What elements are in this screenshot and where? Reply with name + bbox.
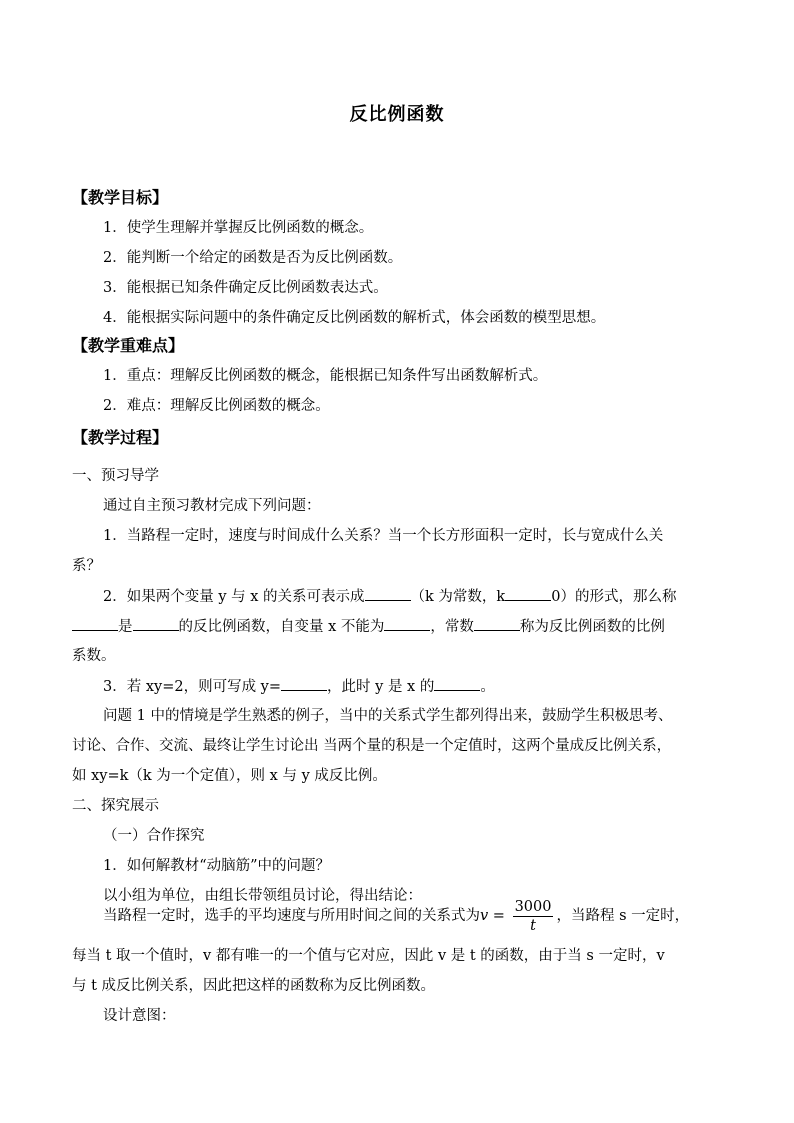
heading-teaching-goals: 【教学目标】 [72, 188, 169, 207]
q2-text-d: 是 [118, 619, 133, 635]
explore-item-1: 1．如何解教材“动脑筋”中的问题？ [103, 858, 331, 874]
part-explore: 二、探究展示 [72, 798, 159, 814]
heading-key-points: 【教学重难点】 [72, 336, 185, 355]
formula-fraction [513, 898, 554, 935]
key-point-1: 1．重点：理解反比例函数的概念，能根据已知条件写出函数解析式。 [103, 368, 548, 384]
paragraph-line-3: 如 xy=k（k 为一个定值），则 x 与 y 成反比例。 [72, 768, 387, 784]
q3-text-a: 3．若 xy=2，则可写成 y= [103, 679, 282, 695]
paragraph-line-2: 讨论、合作、交流、最终让学生讨论出 当两个量的积是一个定值时，这两个量成反比例关系， [72, 738, 672, 754]
formula-tail-text: ，当路程 s 一定时， [556, 908, 690, 924]
fill-blank [281, 676, 327, 691]
explanation-line-1: 每当 t 取一个值时，v 都有唯一的一个值与它对应，因此 v 是 t 的函数，由于当 s 一定时，v [72, 948, 665, 964]
part-preview: 一、预习导学 [72, 468, 159, 484]
q2-text-f: ，常数 [430, 619, 474, 635]
q2-text-a: 2．如果两个变量 y 与 x 的关系可表示成 [103, 589, 365, 605]
goal-item-1: 1．使学生理解并掌握反比例函数的概念。 [103, 220, 374, 236]
fill-blank [365, 586, 411, 601]
fraction-denominator: t [530, 917, 536, 934]
q2-text-e: 的反比例函数，自变量 x 不能为 [178, 619, 385, 635]
paragraph-line-1: 问题 1 中的情境是学生熟悉的例子，当中的关系式学生都列得出来，鼓励学生积极思考、 [103, 708, 673, 724]
preview-intro: 通过自主预习教材完成下列问题： [103, 498, 321, 514]
fraction-numerator: 3000 [514, 898, 552, 915]
question-2-line-3: 系数。 [72, 648, 116, 664]
fill-blank [505, 586, 551, 601]
q3-text-c: 。 [480, 679, 495, 695]
fill-blank [474, 616, 520, 631]
subsection-cooperative: （一）合作探究 [103, 828, 205, 844]
q2-text-c: 0）的形式，那么称 [551, 589, 677, 605]
formula-lead-text: 当路程一定时，选手的平均速度与所用时间之间的关系式为 [103, 908, 480, 924]
formula-equals: = [488, 908, 510, 924]
fill-blank [72, 616, 118, 631]
question-1-line-2: 系？ [72, 558, 101, 574]
goal-item-4: 4．能根据实际问题中的条件确定反比例函数的解析式，体会函数的模型思想。 [103, 310, 606, 326]
design-intent-label: 设计意图： [103, 1008, 176, 1024]
page-title: 反比例函数 [349, 104, 445, 125]
goal-item-2: 2．能判断一个给定的函数是否为反比例函数。 [103, 250, 403, 266]
goal-item-3: 3．能根据已知条件确定反比例函数表达式。 [103, 280, 388, 296]
heading-teaching-process: 【教学过程】 [72, 428, 169, 447]
fill-blank [133, 616, 179, 631]
explanation-line-2: 与 t 成反比例关系，因此把这样的函数称为反比例函数。 [72, 978, 436, 994]
fill-blank [384, 616, 430, 631]
fill-blank [434, 676, 480, 691]
q3-text-b: ，此时 y 是 x 的 [327, 679, 435, 695]
q2-text-b: （k 为常数，k [410, 589, 506, 605]
q2-text-g: 称为反比例函数的比例 [519, 619, 665, 635]
explore-instruction: 以小组为单位，由组长带领组员讨论，得出结论： [103, 888, 422, 904]
formula-v: v [480, 908, 489, 924]
question-2-line-2 [72, 616, 665, 637]
formula-line [103, 896, 689, 936]
key-point-2: 2．难点：理解反比例函数的概念。 [103, 398, 330, 414]
question-3 [103, 676, 495, 697]
question-2-line-1 [103, 586, 676, 607]
question-1-line-1: 1．当路程一定时，速度与时间成什么关系？当一个长方形面积一定时，长与宽成什么关 [103, 528, 664, 544]
